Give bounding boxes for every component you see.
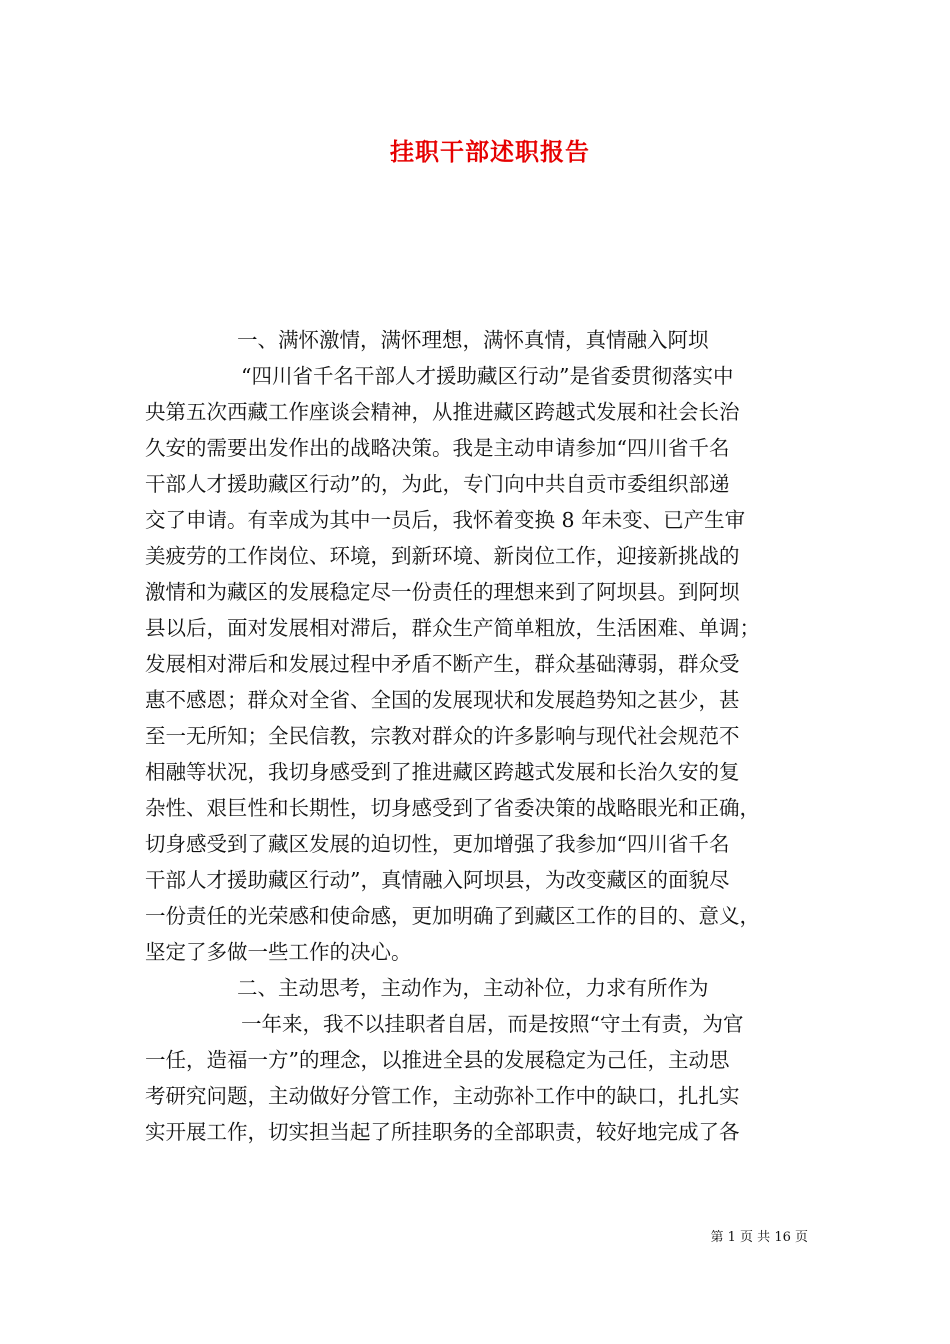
body-line: 交了申请。有幸成为其中一员后，我怀着变换 8 年未变、已产生审 (145, 508, 746, 532)
body-line: 一年来，我不以挂职者自居，而是按照“守土有责，为官 (241, 1012, 744, 1036)
document-title: 挂职干部述职报告 (390, 137, 590, 166)
body-line: 一任，造福一方”的理念，以推进全县的发展稳定为己任，主动思 (145, 1048, 730, 1072)
body-line: 激情和为藏区的发展稳定尽一份责任的理想来到了阿坝县。到阿坝 (145, 580, 740, 604)
document-body (145, 322, 810, 1150)
body-line: 美疲劳的工作岗位、环境，到新环境、新岗位工作，迎接新挑战的 (145, 544, 740, 568)
body-line: 惠不感恩；群众对全省、全国的发展现状和发展趋势知之甚少，甚 (145, 688, 740, 712)
body-line: 切身感受到了藏区发展的迫切性，更加增强了我参加“四川省千名 (145, 832, 730, 856)
section-heading: 二、主动思考，主动作为，主动补位，力求有所作为 (237, 976, 709, 1000)
body-line: 杂性、艰巨性和长期性，切身感受到了省委决策的战略眼光和正确， (145, 796, 760, 820)
body-line: “四川省千名干部人才援助藏区行动”是省委贯彻落实中 (241, 364, 734, 388)
body-line: 干部人才援助藏区行动”的，为此，专门向中共自贡市委组织部递 (145, 472, 730, 496)
body-line: 发展相对滞后和发展过程中矛盾不断产生，群众基础薄弱，群众受 (145, 652, 740, 676)
page-footer: 第 1 页 共 16 页 (710, 1230, 808, 1245)
section-heading: 一、满怀激情，满怀理想，满怀真情，真情融入阿坝 (237, 328, 709, 352)
body-line: 久安的需要出发作出的战略决策。我是主动申请参加“四川省千名 (145, 436, 730, 460)
body-line: 坚定了多做一些工作的决心。 (145, 940, 412, 964)
body-line: 相融等状况，我切身感受到了推进藏区跨越式发展和长治久安的复 (145, 760, 740, 784)
body-line: 干部人才援助藏区行动”，真情融入阿坝县，为改变藏区的面貌尽 (145, 868, 730, 892)
body-line: 县以后，面对发展相对滞后，群众生产简单粗放，生活困难、单调； (145, 616, 760, 640)
body-line: 央第五次西藏工作座谈会精神，从推进藏区跨越式发展和社会长治 (145, 400, 740, 424)
body-line: 至一无所知；全民信教，宗教对群众的许多影响与现代社会规范不 (145, 724, 740, 748)
body-line: 实开展工作，切实担当起了所挂职务的全部职责，较好地完成了各 (145, 1120, 740, 1144)
body-line: 考研究问题，主动做好分管工作，主动弥补工作中的缺口，扎扎实 (145, 1084, 740, 1108)
body-line: 一份责任的光荣感和使命感，更加明确了到藏区工作的目的、意义， (145, 904, 760, 928)
